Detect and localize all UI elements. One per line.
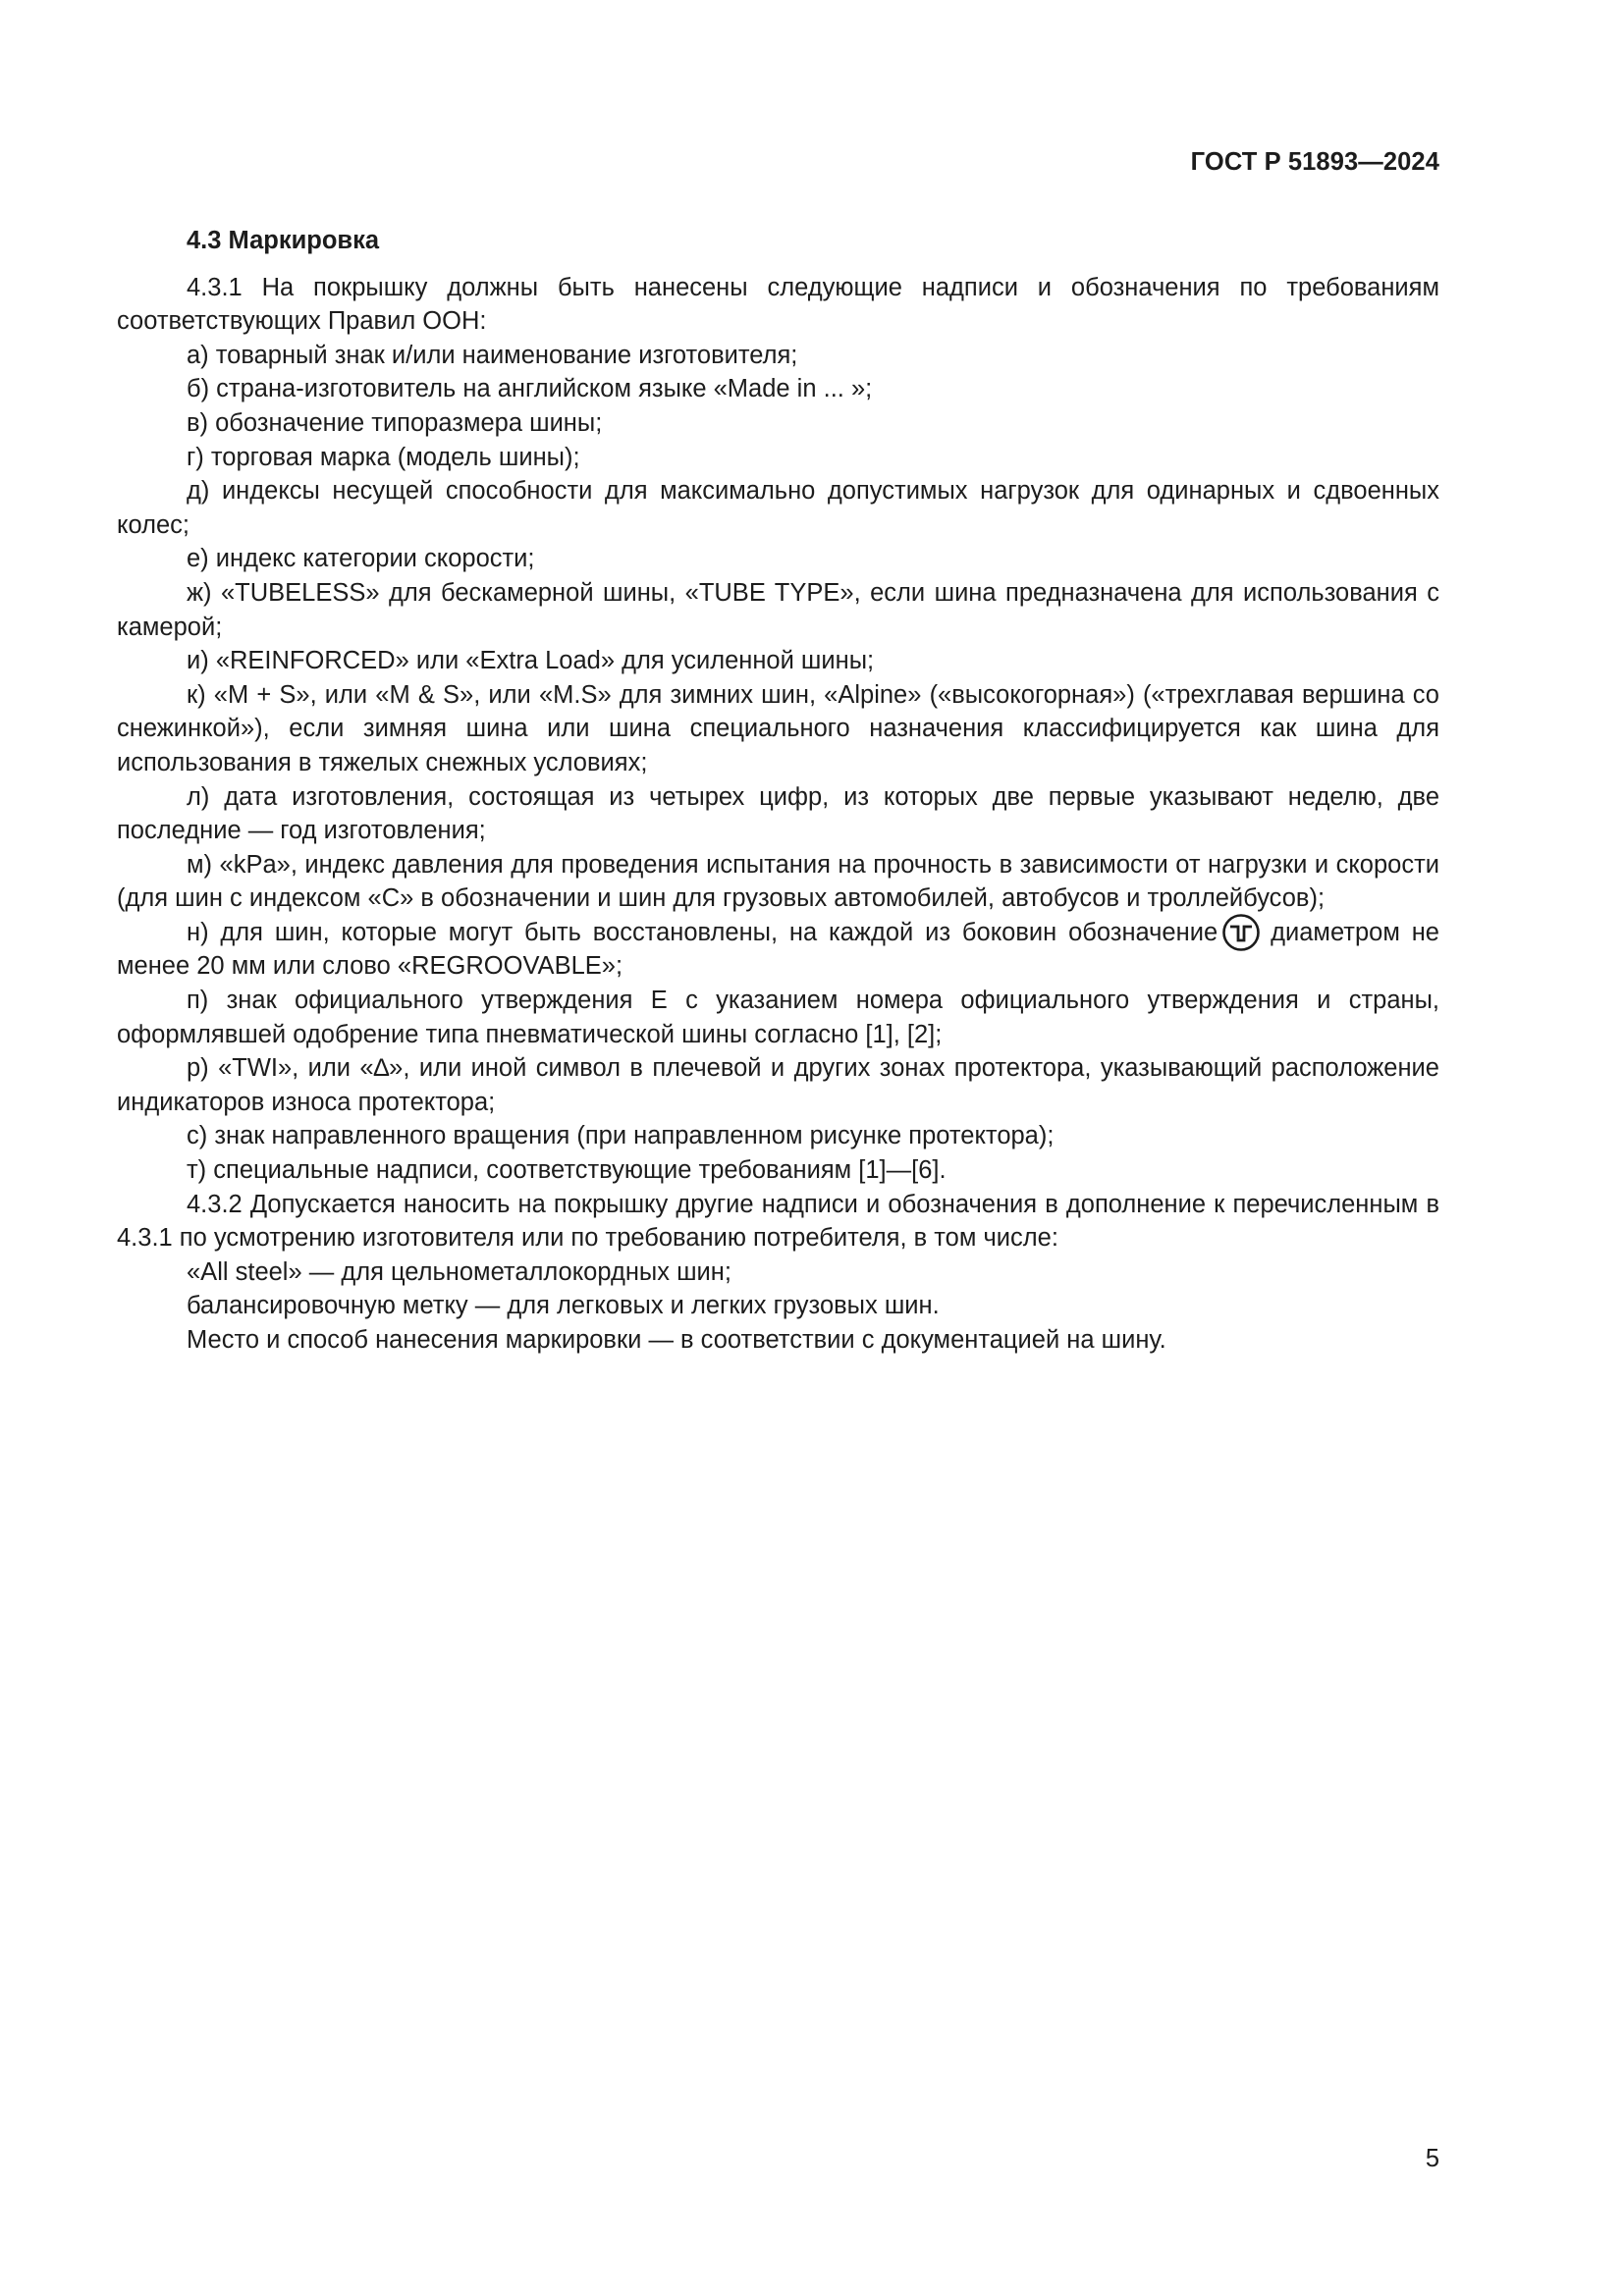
- list-item-v: в) обозначение типоразмера шины;: [187, 408, 603, 437]
- list-item-d: д) индексы несущей способности для максимально допустимых нагрузок для одинарных и сдвоенных колес;: [117, 477, 1439, 539]
- list-item-t: т) специальные надписи, соответствующие требованиям [1]—[6].: [187, 1156, 947, 1185]
- list-item-e: е) индекс категории скорости;: [187, 545, 535, 573]
- list-item-n-text-start: н) для шин, которые могут быть восстановлены, на каждой из боковин обозначение: [187, 918, 1218, 946]
- list-item-g: г) торговая марка (модель шины);: [187, 443, 580, 471]
- list-item-n-text-end: диаметром не менее 20 мм или слово «REGROOVABLE»;: [117, 918, 1439, 981]
- list-item-i: и) «REINFORCED» или «Extra Load» для усиленной шины;: [187, 647, 875, 675]
- clause-4-3-2: 4.3.2 Допускается наносить на покрышку другие надписи и обозначения в дополнение к перечисленным в 4.3.1 по усмотрению изготовителя или по требованию потребителя, в том числе:: [117, 1190, 1439, 1253]
- section-content: [117, 224, 1439, 1358]
- list-item-n: [117, 916, 1439, 984]
- list-item-k: к) «M + S», или «M & S», или «M.S» для зимних шин, «Alpine» («высокогорная») («трехглавая вершина со снежинкой»), если зимняя шина или шина специального назначения классифицируется как шина для использования в тяжелых снежных условиях;: [117, 680, 1439, 776]
- clause-4-3-1: 4.3.1 На покрышку должны быть нанесены следующие надписи и обозначения по требованиям соответствующих Правил ООН:: [117, 273, 1439, 336]
- list-item-zh: ж) «TUBELESS» для бескамерной шины, «TUBE TYPE», если шина предназначена для использования с камерой;: [117, 578, 1439, 641]
- page-number: 5: [1425, 2145, 1439, 2172]
- closing-sentence: Место и способ нанесения маркировки — в соответствии с документацией на шину.: [187, 1326, 1166, 1354]
- list-item-b: б) страна-изготовитель на английском языке «Made in ... »;: [187, 375, 873, 403]
- section-heading: 4.3 Маркировка: [187, 227, 380, 254]
- document-code: ГОСТ Р 51893—2024: [1190, 148, 1439, 176]
- extra-item-balance-mark: балансировочную метку — для легковых и легких грузовых шин.: [187, 1292, 940, 1320]
- regroovable-symbol-icon: [1221, 913, 1261, 952]
- list-item-p: п) знак официального утверждения Е с указанием номера официального утверждения и страны, оформлявшей одобрение типа пневматической шины согласно [1], [2];: [117, 987, 1439, 1048]
- list-item-m: м) «kPa», индекс давления для проведения испытания на прочность в зависимости от нагрузки и скорости (для шин с индексом «С» в обозначении и шин для грузовых автомобилей, автобусов и троллейбусов);: [117, 850, 1439, 913]
- list-item-l: л) дата изготовления, состоящая из четырех цифр, из которых две первые указывают неделю, две последние — год изготовления;: [117, 782, 1439, 845]
- list-item-a: а) товарный знак и/или наименование изготовителя;: [187, 341, 798, 369]
- extra-item-all-steel: «All steel» — для цельнометаллокордных шин;: [187, 1257, 731, 1286]
- list-item-s: с) знак направленного вращения (при направленном рисунке протектора);: [187, 1122, 1055, 1150]
- list-item-r: р) «TWI», или «∆», или иной символ в плечевой и других зонах протектора, указывающий расположение индикаторов износа протектора;: [117, 1054, 1439, 1116]
